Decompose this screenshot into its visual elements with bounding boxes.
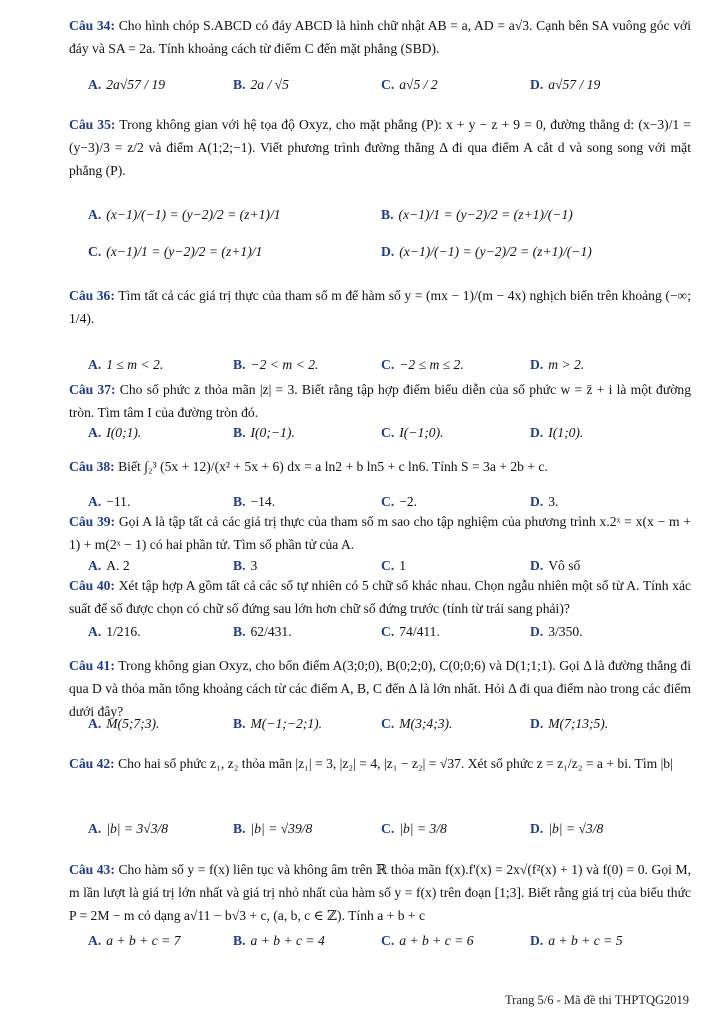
question-42 (69, 752, 691, 775)
question-text: Xét tập hợp A gồm tất cả các số tự nhiên có 5 chữ số khác nhau. Chọn ngẫu nhiên một số từ A. Tính xác suất để số được chọn có chữ số đứng sau lớn hơn chữ số đứng trước (tính từ trái sang phải)? (69, 578, 692, 616)
options-41 (88, 709, 688, 739)
option-b: B. M(−1;−2;1). (233, 716, 323, 731)
option-c: C. M(3;4;3). (381, 716, 453, 731)
question-35 (69, 113, 691, 182)
option-d: D. 3. (530, 494, 559, 509)
option-d: D. m > 2. (530, 357, 585, 372)
option-a: A. (x−1)/(−1) = (y−2)/2 = (z+1)/1 (88, 207, 281, 222)
question-39 (69, 510, 691, 556)
options-40 (88, 617, 688, 647)
question-number: Câu 35: (69, 117, 116, 132)
question-text: Cho số phức z thỏa mãn |z| = 3. Biết rằng tập hợp điểm biểu diễn của số phức w = z̄ + i là một đường tròn. Tìm tâm I của đường tròn đó. (69, 382, 691, 420)
option-c: C. −2. (381, 494, 418, 509)
question-38 (69, 455, 691, 478)
option-d: D. a√57 / 19 (530, 77, 601, 92)
question-number: Câu 40: (69, 578, 115, 593)
option-d: D. Vô số (530, 558, 581, 573)
option-b: B. 2a / √5 (233, 77, 289, 92)
options-36 (88, 350, 688, 380)
option-a: A. |b| = 3√3/8 (88, 821, 169, 836)
option-b: B. 3 (233, 558, 258, 573)
options-35-row1 (88, 200, 688, 230)
question-40 (69, 574, 691, 620)
question-text: Cho hàm số y = f(x) liên tục và không âm trên ℝ thỏa mãn f(x).f'(x) = 2x√(f²(x) + 1) và f(0) = 0. Gọi M, m lần lượt là giá trị lớn nhất và giá trị nhỏ nhất của hàm số y = f(x) trên đoạn [1;3]. Biết rằng giá trị của biểu thức P = 2M − m có dạng a√11 − b√3 + c, (a, b, c ∈ ℤ). Tính a + b + c (69, 862, 691, 923)
question-text: Cho hình chóp S.ABCD có đáy ABCD là hình chữ nhật AB = a, AD = a√3. Cạnh bên SA vuông góc với đáy và SA = 2a. Tính khoảng cách từ điểm C đến mặt phẳng (SBD). (69, 18, 691, 56)
option-a: A. a + b + c = 7 (88, 933, 181, 948)
option-d: D. M(7;13;5). (530, 716, 609, 731)
question-43 (69, 858, 691, 927)
option-b: B. −2 < m < 2. (233, 357, 319, 372)
question-36 (69, 284, 691, 330)
option-a: A. 1/216. (88, 624, 141, 639)
question-text: Biết ∫₂³ (5x + 12)/(x² + 5x + 6) dx = a ln2 + b ln5 + c ln6. Tính S = 3a + 2b + c. (118, 459, 548, 474)
option-c: C. I(−1;0). (381, 425, 444, 440)
option-a: A. I(0;1). (88, 425, 142, 440)
question-34 (69, 14, 691, 60)
option-b: B. 62/431. (233, 624, 292, 639)
question-number: Câu 38: (69, 459, 115, 474)
question-text: Tìm tất cả các giá trị thực của tham số m để hàm số y = (mx − 1)/(m − 4x) nghịch biến trên khoảng (−∞; 1/4). (69, 288, 691, 326)
question-number: Câu 42: (69, 756, 115, 771)
question-text: Trong không gian Oxyz, cho bốn điểm A(3;0;0), B(0;2;0), C(0;0;6) và D(1;1;1). Gọi Δ là đường thẳng đi qua D và thỏa mãn tổng khoảng cách từ các điểm A, B, C đến Δ là lớn nhất. Hỏi Δ đi qua điểm nào trong các điểm dưới đây? (69, 658, 691, 719)
options-42 (88, 814, 688, 844)
option-c: C. |b| = 3/8 (381, 821, 447, 836)
page-footer: Trang 5/6 - Mã đề thi THPTQG2019 (504, 993, 689, 1007)
option-d: D. (x−1)/(−1) = (y−2)/2 = (z+1)/(−1) (381, 244, 592, 259)
option-c: C. (x−1)/1 = (y−2)/2 = (z+1)/1 (88, 244, 263, 259)
question-number: Câu 36: (69, 288, 115, 303)
options-37 (88, 418, 688, 448)
question-text: Trong không gian với hệ tọa độ Oxyz, cho mặt phẳng (P): x + y − z + 9 = 0, đường thẳng d: (x−3)/1 = (y−3)/3 = z/2 và điểm A(1;2;−1). Viết phương trình đường thẳng Δ đi qua điểm A cắt d và song song với mặt phẳng (P). (69, 117, 691, 178)
option-b: B. a + b + c = 4 (233, 933, 325, 948)
option-b: B. |b| = √39/8 (233, 821, 313, 836)
question-number: Câu 34: (69, 18, 115, 33)
question-number: Câu 39: (69, 514, 116, 529)
question-text: Cho hai số phức z₁, z₂ thỏa mãn |z₁| = 3, |z₂| = 4, |z₁ − z₂| = √37. Xét số phức z = z₁/z₂ = a + bi. Tìm |b| (118, 756, 673, 771)
option-c: C. a + b + c = 6 (381, 933, 474, 948)
option-b: B. I(0;−1). (233, 425, 295, 440)
option-a: A. 2a√57 / 19 (88, 77, 166, 92)
option-d: D. a + b + c = 5 (530, 933, 623, 948)
option-a: A. −11. (88, 494, 131, 509)
option-d: D. I(1;0). (530, 425, 584, 440)
option-d: D. |b| = √3/8 (530, 821, 604, 836)
question-number: Câu 37: (69, 382, 116, 397)
question-number: Câu 43: (69, 862, 115, 877)
question-number: Câu 41: (69, 658, 115, 673)
option-b: B. −14. (233, 494, 276, 509)
options-43 (88, 926, 688, 956)
option-a: A. M(5;7;3). (88, 716, 160, 731)
option-c: C. 1 (381, 558, 407, 573)
option-a: A. A. 2 (88, 558, 130, 573)
option-c: C. −2 ≤ m ≤ 2. (381, 357, 464, 372)
option-b: B. (x−1)/1 = (y−2)/2 = (z+1)/(−1) (381, 207, 573, 222)
option-a: A. 1 ≤ m < 2. (88, 357, 164, 372)
option-c: C. a√5 / 2 (381, 77, 438, 92)
options-35-row2 (88, 237, 688, 267)
question-text: Gọi A là tập tất cả các giá trị thực của tham số m sao cho tập nghiệm của phương trình x.2ˣ = x(x − m + 1) + m(2ˣ − 1) có hai phần tử. Tìm số phần tử của A. (69, 514, 691, 552)
option-d: D. 3/350. (530, 624, 583, 639)
options-34 (88, 70, 688, 100)
option-c: C. 74/411. (381, 624, 440, 639)
